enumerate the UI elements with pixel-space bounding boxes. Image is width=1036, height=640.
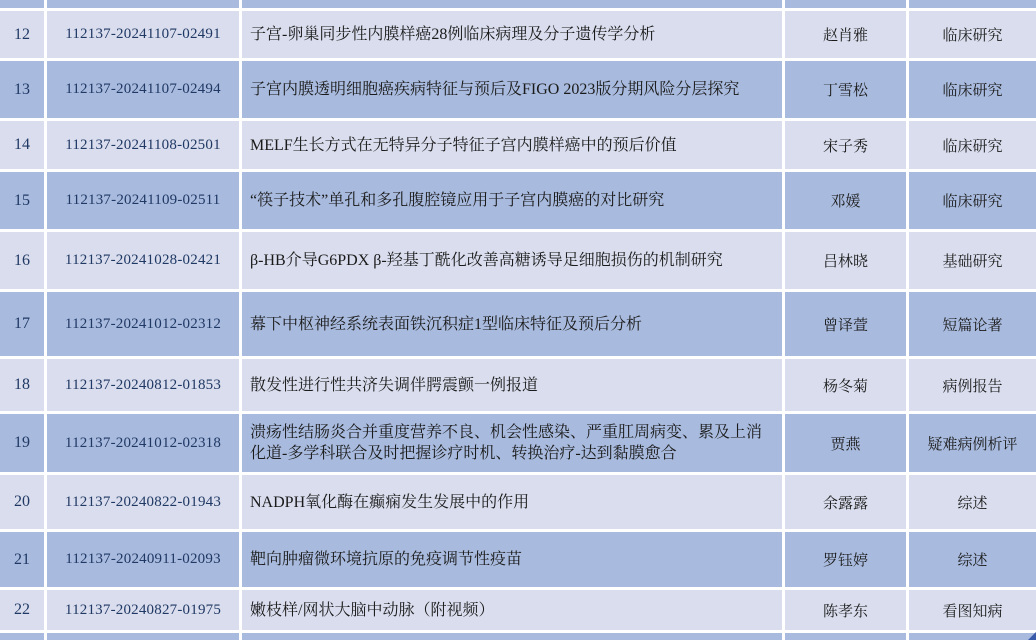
category-cell[interactable]: 短篇论著 (909, 292, 1036, 356)
category-cell[interactable]: 临床研究 (909, 61, 1036, 118)
manuscript-id-cell[interactable]: 112137-20241107-02494 (47, 61, 239, 118)
manuscript-id-cell[interactable]: 112137-20240822-01943 (47, 475, 239, 529)
title-cell[interactable]: 散发性进行性共济失调伴腭震颤一例报道 (242, 359, 782, 411)
manuscript-id-cell[interactable]: 112137-20241012-02312 (47, 292, 239, 356)
category-cell[interactable]: 基础研究 (909, 232, 1036, 289)
category-cell[interactable]: 病例报告 (909, 359, 1036, 411)
author-cell[interactable]: 赵肖雅 (785, 11, 906, 58)
partial-row-top (0, 0, 1036, 8)
author-cell[interactable]: 吕林晓 (785, 232, 906, 289)
title-cell[interactable]: 嫩枝样/网状大脑中动脉（附视频） (242, 590, 782, 630)
manuscript-id-cell[interactable]: 112137-20241109-02511 (47, 172, 239, 229)
row-number-cell[interactable]: 19 (0, 414, 44, 472)
author-cell[interactable]: 邓媛 (785, 172, 906, 229)
row-number-cell[interactable]: 12 (0, 11, 44, 58)
manuscript-id-cell[interactable]: 112137-20241108-02501 (47, 121, 239, 169)
table-row[interactable] (0, 475, 1036, 529)
row-number-cell[interactable]: 13 (0, 61, 44, 118)
table-row[interactable] (0, 590, 1036, 630)
partial-cell (0, 633, 44, 640)
manuscript-id-cell[interactable]: 112137-20240827-01975 (47, 590, 239, 630)
table-row[interactable] (0, 121, 1036, 169)
table-row[interactable] (0, 532, 1036, 587)
author-cell[interactable]: 陈孝东 (785, 590, 906, 630)
author-cell[interactable]: 余露露 (785, 475, 906, 529)
category-cell[interactable]: 临床研究 (909, 11, 1036, 58)
table-row[interactable] (0, 359, 1036, 411)
category-cell[interactable]: 看图知病 (909, 590, 1036, 630)
category-cell[interactable]: 临床研究 (909, 121, 1036, 169)
row-number-cell[interactable]: 14 (0, 121, 44, 169)
table-row[interactable] (0, 292, 1036, 356)
partial-cell (909, 633, 1036, 640)
row-number-cell[interactable]: 17 (0, 292, 44, 356)
title-cell[interactable]: MELF生长方式在无特异分子特征子宫内膜样癌中的预后价值 (242, 121, 782, 169)
partial-cell (909, 0, 1036, 8)
table-row[interactable] (0, 61, 1036, 118)
manuscript-id-cell[interactable]: 112137-20240911-02093 (47, 532, 239, 587)
category-cell[interactable]: 临床研究 (909, 172, 1036, 229)
title-cell[interactable]: 溃疡性结肠炎合并重度营养不良、机会性感染、严重肛周病变、累及上消化道-多学科联合及时把握诊疗时机、转换治疗-达到黏膜愈合 (242, 414, 782, 472)
title-cell[interactable]: 幕下中枢神经系统表面铁沉积症1型临床特征及预后分析 (242, 292, 782, 356)
title-cell[interactable]: NADPH氧化酶在癫痫发生发展中的作用 (242, 475, 782, 529)
partial-cell (785, 0, 906, 8)
title-cell[interactable]: 子宫内膜透明细胞癌疾病特征与预后及FIGO 2023版分期风险分层探究 (242, 61, 782, 118)
partial-cell (242, 633, 782, 640)
partial-row-bottom (0, 633, 1036, 640)
author-cell[interactable]: 丁雪松 (785, 61, 906, 118)
title-cell[interactable]: 靶向肿瘤微环境抗原的免疫调节性疫苗 (242, 532, 782, 587)
author-cell[interactable]: 杨冬菊 (785, 359, 906, 411)
partial-cell (47, 633, 239, 640)
row-number-cell[interactable]: 15 (0, 172, 44, 229)
category-cell[interactable]: 综述 (909, 475, 1036, 529)
row-number-cell[interactable]: 18 (0, 359, 44, 411)
table-row[interactable] (0, 414, 1036, 472)
manuscript-id-cell[interactable]: 112137-20241107-02491 (47, 11, 239, 58)
row-number-cell[interactable]: 21 (0, 532, 44, 587)
category-cell[interactable]: 综述 (909, 532, 1036, 587)
manuscript-id-cell[interactable]: 112137-20240812-01853 (47, 359, 239, 411)
partial-cell (785, 633, 906, 640)
title-cell[interactable]: “筷子技术”单孔和多孔腹腔镜应用于子宫内膜癌的对比研究 (242, 172, 782, 229)
title-cell[interactable]: 子宫-卵巢同步性内膜样癌28例临床病理及分子遗传学分析 (242, 11, 782, 58)
title-cell[interactable]: β-HB介导G6PDX β-羟基丁酰化改善高糖诱导足细胞损伤的机制研究 (242, 232, 782, 289)
partial-cell (242, 0, 782, 8)
table-row[interactable] (0, 172, 1036, 229)
row-number-cell[interactable]: 16 (0, 232, 44, 289)
corner-selection-marker (1028, 632, 1036, 640)
category-cell[interactable]: 疑难病例析评 (909, 414, 1036, 472)
row-number-cell[interactable]: 20 (0, 475, 44, 529)
author-cell[interactable]: 贾燕 (785, 414, 906, 472)
table-row[interactable] (0, 232, 1036, 289)
manuscript-id-cell[interactable]: 112137-20241028-02421 (47, 232, 239, 289)
author-cell[interactable]: 曾译萱 (785, 292, 906, 356)
author-cell[interactable]: 宋子秀 (785, 121, 906, 169)
partial-cell (47, 0, 239, 8)
table-row[interactable] (0, 11, 1036, 58)
partial-cell (0, 0, 44, 8)
author-cell[interactable]: 罗钰婷 (785, 532, 906, 587)
manuscript-id-cell[interactable]: 112137-20241012-02318 (47, 414, 239, 472)
row-number-cell[interactable]: 22 (0, 590, 44, 630)
